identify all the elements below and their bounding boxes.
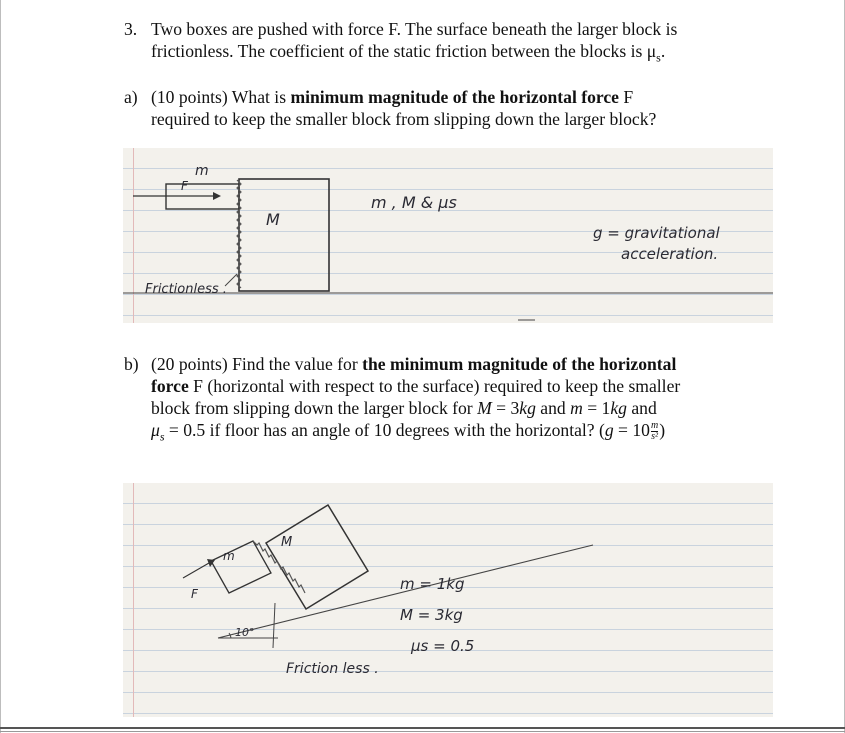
fig-a-g-line2: acceleration. xyxy=(621,245,719,263)
page-bottom-rule xyxy=(0,727,845,729)
part-a-line-2: required to keep the smaller block from slipping down the larger block? xyxy=(151,109,657,129)
question-3 xyxy=(124,18,814,66)
fig-a-label-m: m xyxy=(195,163,209,179)
question-line-2: frictionless. The coefficient of the static friction between the blocks is $\mu_s$. xyxy=(151,41,666,65)
fig-b-label-m: m xyxy=(223,549,235,563)
force-arrowhead xyxy=(213,192,221,200)
fig-b-frictionless: Friction less . xyxy=(286,661,379,677)
page-bottom-rule-2 xyxy=(0,731,845,732)
part-a xyxy=(124,86,814,134)
question-number: 3. xyxy=(124,19,138,39)
figure-b-drawing xyxy=(123,483,773,717)
figure-b-photo xyxy=(123,483,773,717)
large-block xyxy=(239,179,329,291)
part-b-label: b) xyxy=(124,354,139,374)
part-a-line-1: (10 points) What is minimum magnitude of the horizontal force F xyxy=(151,87,634,107)
page-edge-left xyxy=(0,0,1,733)
fig-b-label-F: F xyxy=(191,587,198,601)
part-a-label: a) xyxy=(124,87,138,107)
force-arrow-b xyxy=(183,563,209,578)
fig-a-g-line1: g = gravitational xyxy=(593,224,720,242)
part-b-line-3: block from slipping down the larger block for M = 3kg and m = 1kg and xyxy=(151,398,657,418)
part-b xyxy=(124,353,824,445)
fig-b-M-value: M = 3kg xyxy=(400,606,463,624)
fig-b-mu-value: μs = 0.5 xyxy=(411,637,475,655)
fig-a-frictionless: Frictionless . xyxy=(145,282,227,297)
fig-a-givens: m , M & μs xyxy=(371,193,457,212)
part-b-line-4: $\mu_s = 0.5$ if floor has an angle of 10 degrees with the horizontal? (g = 10 $\frac{m}{\text{s²}}$ ) xyxy=(151,420,666,444)
question-line-1: Two boxes are pushed with force F. The surface beneath the larger block is xyxy=(151,19,678,39)
fig-a-label-F: F xyxy=(181,179,188,193)
fig-a-label-M: M xyxy=(266,210,280,229)
fig-b-label-M: M xyxy=(281,535,293,550)
part-b-line-2: force F (horizontal with respect to the surface) required to keep the smaller xyxy=(151,376,681,396)
fig-b-angle: 10° xyxy=(235,626,255,639)
large-block-tilted xyxy=(266,505,368,609)
friction-interface-b xyxy=(253,541,305,593)
figure-a-photo xyxy=(123,148,773,323)
fig-b-m-value: m = 1kg xyxy=(400,575,465,593)
part-b-line-1: (20 points) Find the value for the minimum magnitude of the horizontal xyxy=(151,354,677,374)
